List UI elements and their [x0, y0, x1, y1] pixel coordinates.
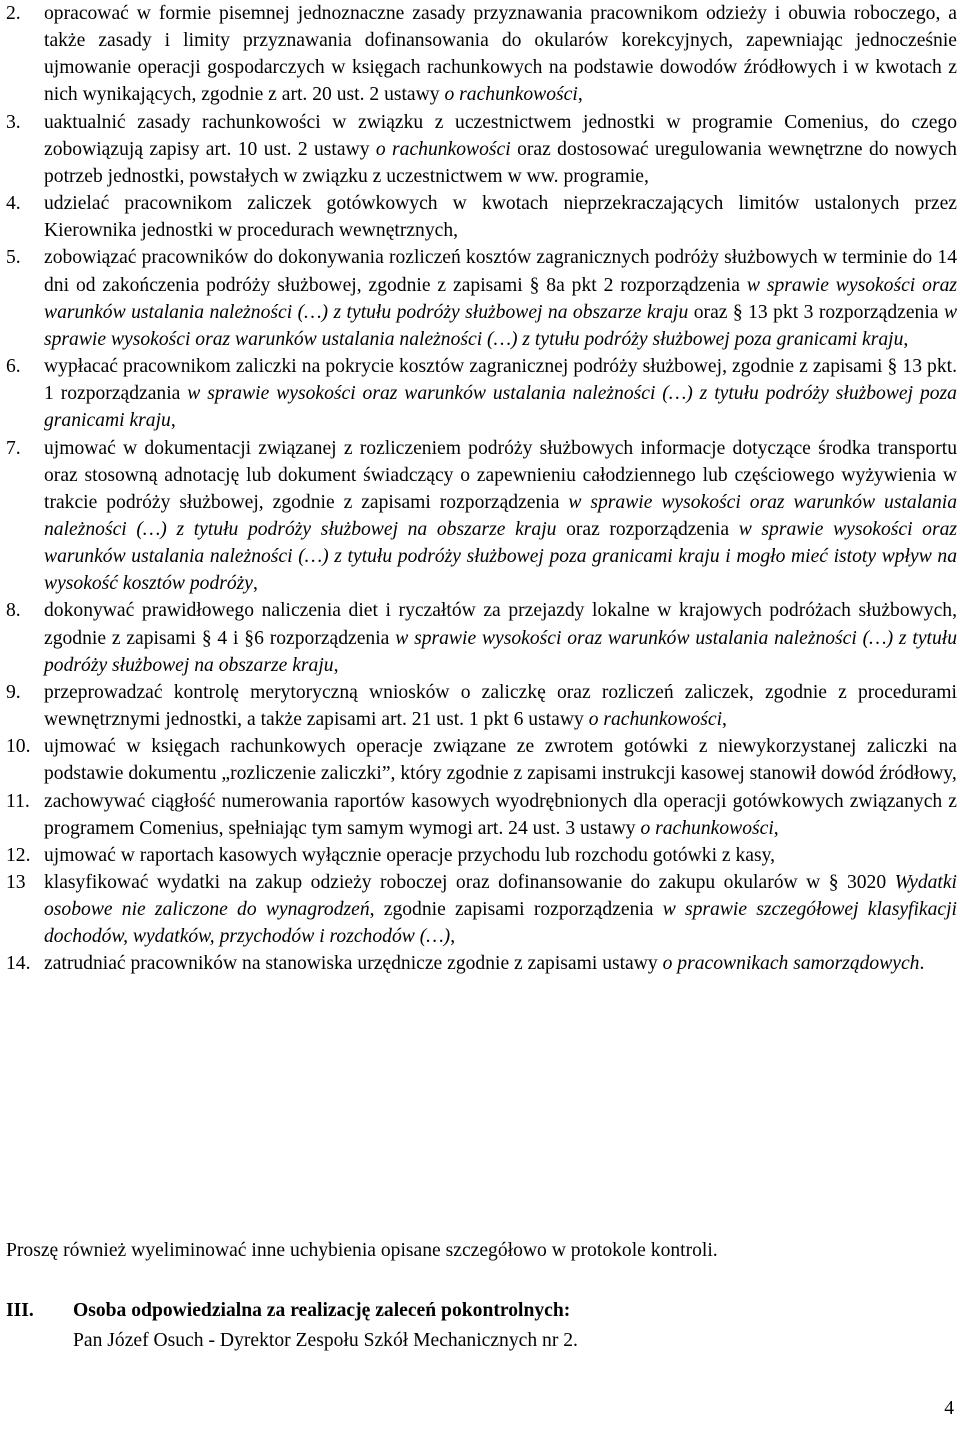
- list-item-text: [44, 872, 957, 947]
- text-run: ,: [333, 654, 339, 676]
- closing-paragraph: Proszę również wyeliminować inne uchybienia opisane szczegółowo w protokole kontroli.: [6, 1240, 718, 1261]
- list-item-text: [44, 736, 957, 784]
- italic-citation: o rachunkowości: [640, 817, 774, 839]
- text-run: zatrudniać pracowników na stanowiska urzędnicze zgodnie z zapisami ustawy: [44, 953, 663, 975]
- list-item-number: 2.: [6, 3, 21, 24]
- italic-citation: o pracownikach samorządowych: [662, 953, 920, 975]
- list-item-number: 11.: [6, 790, 30, 812]
- italic-citation: w sprawie szczegółowej klasyfikacji dochodów, wydatków, przychodów i rozchodów (…): [44, 899, 957, 948]
- italic-citation: w sprawie wysokości oraz warunków ustalania należności (…) z tytułu podróży służbowej na obszarze kraju: [44, 274, 957, 323]
- list-item-text: [44, 791, 957, 839]
- text-run: ,: [253, 573, 258, 595]
- text-run: ujmować w raportach kasowych wyłącznie operacje przychodu lub rozchodu gotówki z kasy,: [44, 844, 776, 866]
- text-run: wypłacać pracownikom zaliczki na pokrycie kosztów zagranicznej podróży służbowej, zgodnie z zapisami § 13 pkt. 1 rozporządzania: [44, 356, 957, 405]
- text-run: ,: [577, 84, 583, 106]
- list-item: [0, 109, 960, 190]
- section-title: Osoba odpowiedzialna za realizację zaleceń pokontrolnych:: [73, 1300, 571, 1321]
- list-item: [0, 733, 960, 787]
- list-item-text: [44, 682, 957, 730]
- list-item-number: 10.: [6, 736, 31, 758]
- list-item-text: [44, 247, 957, 349]
- text-run: ,: [722, 709, 727, 731]
- italic-citation: w sprawie wysokości oraz warunków ustalania należności (…) z tytułu podróży służbowej poza granicami kraju: [44, 383, 957, 432]
- list-item-text: [44, 193, 957, 241]
- list-item: [0, 597, 960, 678]
- list-item-number: 8.: [6, 600, 21, 622]
- list-item: [0, 190, 960, 244]
- list-item-text: [44, 600, 957, 675]
- list-item: [0, 788, 960, 842]
- text-run: ujmować w dokumentacji związanej z rozliczeniem podróży służbowych informacje dotyczące środka transportu oraz stosowną adnotację lub dokument świadczący o zapewnieniu całodziennego lub częściowego wyżywienia w trakcie podróży służbowej, zgodnie z zapisami rozporządzenia: [44, 437, 957, 513]
- list-item: [0, 0, 960, 109]
- italic-citation: o rachunkowości: [588, 709, 723, 731]
- list-item-number: 6.: [6, 356, 21, 378]
- list-item: [0, 842, 960, 869]
- text-run: , zgodnie zapisami rozporządzenia: [369, 899, 663, 921]
- responsible-person: Pan Józef Osuch - Dyrektor Zespołu Szkół Mechanicznych nr 2.: [73, 1330, 578, 1351]
- text-run: udzielać pracownikom zaliczek gotówkowych w kwotach nieprzekraczających limitów ustalonych przez Kierownika jednostki w procedurach wewnętrznych,: [44, 193, 957, 242]
- text-run: ,: [170, 410, 176, 432]
- italic-citation: w sprawie wysokości oraz warunków ustalania należności (…) z tytułu podróży służbowej na obszarze kraju: [44, 491, 957, 540]
- text-run: oraz dostosować uregulowania wewnętrzne do nowych potrzeb jednostki, powstałych w związku z uczestnictwem w ww. programie,: [44, 138, 957, 187]
- list-item-number: 7.: [6, 437, 21, 459]
- list-item: [0, 353, 960, 434]
- text-run: ,: [773, 817, 779, 839]
- list-item-number: 4.: [6, 193, 21, 215]
- list-item: [0, 244, 960, 353]
- list-item-text: [44, 953, 924, 974]
- list-item-number: 9.: [6, 681, 21, 703]
- italic-citation: Wydatki osobowe nie zaliczone do wynagrodzeń: [44, 872, 957, 921]
- italic-citation: w sprawie wysokości oraz warunków ustalania należności (…) z tytułu podróży służbowej na obszarze kraju: [44, 627, 957, 676]
- text-run: ujmować w księgach rachunkowych operacje związane ze zwrotem gotówki z niewykorzystanej zaliczki na podstawie dokumentu „rozliczenie zaliczki”, który zgodnie z zapisami instrukcji kasowej stanowił dowód źródłowy,: [44, 736, 957, 785]
- text-run: klasyfikować wydatki na zakup odzieży roboczej oraz dofinansowanie do zakupu okularów w § 3020: [44, 872, 895, 893]
- text-run: oraz rozporządzenia: [556, 518, 739, 540]
- italic-citation: o rachunkowości: [375, 138, 511, 160]
- list-item: [0, 950, 960, 977]
- list-item-number: 5.: [6, 247, 21, 269]
- list-item: [0, 435, 960, 598]
- italic-citation: o rachunkowości: [444, 84, 578, 106]
- list-item-number: 12.: [6, 844, 31, 866]
- italic-citation: w sprawie wysokości oraz warunków ustalania należności (…) z tytułu podróży służbowej poza granicami kraju: [44, 301, 958, 350]
- text-run: ,: [903, 328, 909, 350]
- list-item: [0, 869, 960, 950]
- text-run: przeprowadzać kontrolę merytoryczną wniosków o zaliczkę oraz rozliczeń zaliczek, zgodnie z procedurami wewnętrznymi jednostki, a także zapisami art. 21 ust. 1 pkt 6 ustawy: [44, 681, 957, 731]
- italic-citation: w sprawie wysokości oraz warunków ustalania należności (…) z tytułu podróży służbowej poza granicami kraju i mogło mieć istoty wpływ na wysokość kosztów podróży: [44, 518, 958, 595]
- list-item-text: [44, 438, 957, 595]
- list-item-text: [44, 356, 957, 431]
- text-run: oraz § 13 pkt 3 rozporządzenia: [688, 301, 944, 323]
- text-run: uaktualnić zasady rachunkowości w związku z uczestnictwem jednostki w programie Comenius, do czego zobowiązują zapisy art. 10 ust. 2 ustawy: [44, 111, 957, 160]
- list-item: [0, 679, 960, 733]
- list-item-text: [44, 845, 775, 866]
- list-item-text: [44, 3, 957, 105]
- text-run: opracować w formie pisemnej jednoznaczne zasady przyznawania pracownikom odzieży i obuwia roboczego, a także zasady i limity przyznawania dofinansowania do okularów korekcyjnych, zapewniając jednocześnie ujmowanie operacji gospodarczych w księgach rachunkowych na podstawie dowodów źródłowych i w kwotach z nich wynikających, zgodnie z art. 20 ust. 2 ustawy: [44, 3, 957, 106]
- text-run: dokonywać prawidłowego naliczenia diet i ryczałtów za przejazdy lokalne w krajowych podróżach służbowych, zgodnie z zapisami § 4 i §6 rozporządzenia: [44, 600, 957, 649]
- list-item-text: [44, 112, 957, 187]
- text-run: zachowywać ciągłość numerowania raportów kasowych wyodrębnionych dla operacji gotówkowych związanych z programem Comenius, spełniając tym samym wymogi art. 24 ust. 3 ustawy: [44, 790, 957, 839]
- text-run: .: [919, 953, 925, 975]
- text-run: zobowiązać pracowników do dokonywania rozliczeń kosztów zagranicznych podróży służbowych w terminie do 14 dni od zakończenia podróży służbowej, zgodnie z zapisami § 8a pkt 2 rozporządzenia: [44, 247, 957, 296]
- list-item-number: 13: [6, 872, 26, 893]
- list-item-number: 3.: [6, 111, 21, 133]
- section-number: III.: [6, 1300, 34, 1321]
- list-item-number: 14.: [6, 953, 31, 975]
- text-run: ,: [450, 926, 456, 948]
- page-number: 4: [944, 1398, 954, 1419]
